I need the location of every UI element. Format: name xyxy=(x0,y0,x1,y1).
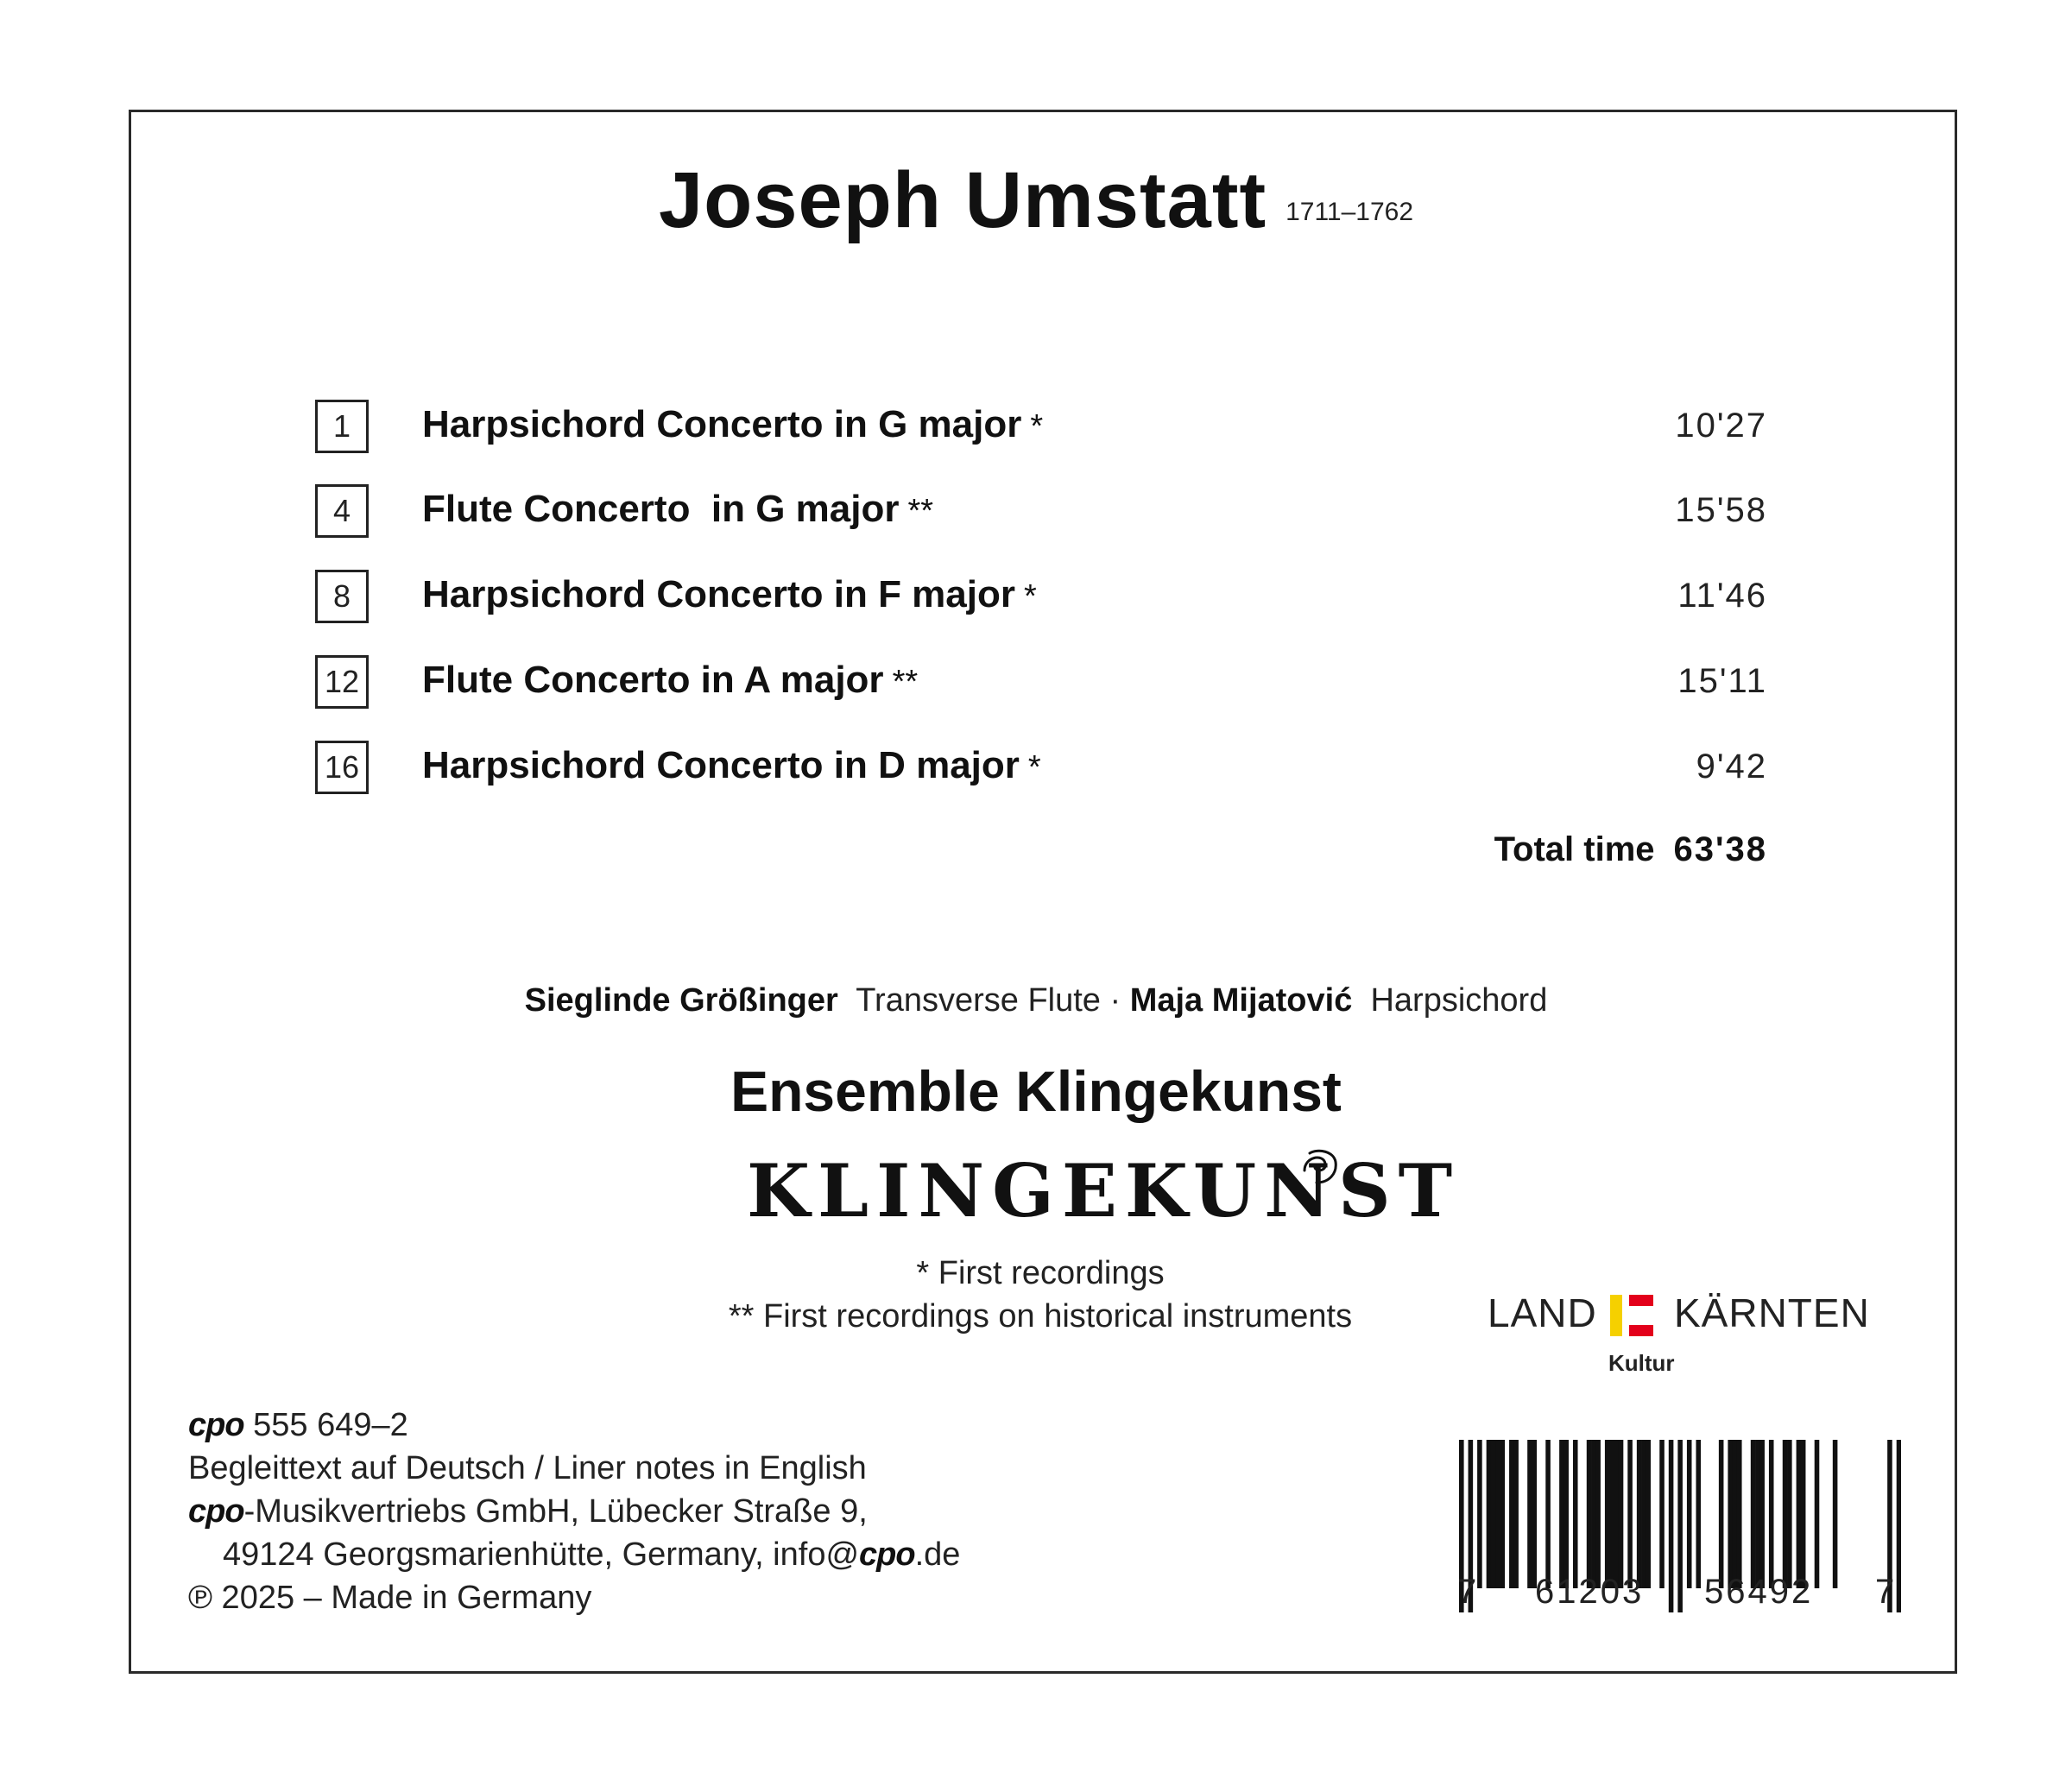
barcode-bar xyxy=(1769,1440,1774,1588)
label-info xyxy=(188,1404,960,1619)
track-duration: 10'27 xyxy=(1675,407,1767,445)
track-duration: 9'42 xyxy=(1696,748,1767,786)
barcode-bar xyxy=(1728,1440,1733,1588)
cpo-brand: cpo xyxy=(188,1407,244,1443)
barcode-bar xyxy=(1495,1440,1500,1588)
track-title: Harpsichord Concerto in F major * xyxy=(422,573,1037,615)
total-time-label: Total time xyxy=(1494,830,1655,868)
barcode-bar xyxy=(1637,1440,1642,1588)
barcode-check-digit: 7 xyxy=(1875,1573,1898,1611)
footnote-double-star: ** First recordings on historical instruments xyxy=(728,1298,1353,1334)
track-stars: ** xyxy=(892,664,919,700)
performer-harpsichord-name: Maja Mijatović xyxy=(1129,982,1353,1019)
footnote-single-star: * First recordings xyxy=(916,1255,1165,1291)
cpo-brand: cpo xyxy=(188,1493,244,1530)
barcode-bar xyxy=(1759,1440,1765,1588)
barcode-bar xyxy=(1500,1440,1506,1588)
track-stars: * xyxy=(1030,408,1044,445)
sponsor-region: KÄRNTEN xyxy=(1674,1290,1870,1335)
barcode-bar xyxy=(1797,1440,1802,1588)
track-title: Harpsichord Concerto in G major * xyxy=(422,403,1044,445)
barcode-bar xyxy=(1487,1440,1492,1588)
barcode-bar xyxy=(1587,1440,1592,1588)
ensemble-logo xyxy=(747,1148,1461,1234)
barcode-bar xyxy=(1509,1440,1514,1588)
logo-swirl-icon xyxy=(1299,1145,1342,1188)
barcode-bar xyxy=(1833,1440,1838,1588)
barcode-bar xyxy=(1787,1440,1792,1588)
company-line: cpo-Musikvertriebs GmbH, Lübecker Straße 9, xyxy=(188,1493,868,1530)
sponsor-land: LAND xyxy=(1488,1290,1597,1335)
barcode-bar xyxy=(1646,1440,1651,1588)
track-stars: ** xyxy=(907,493,934,529)
cpo-brand: cpo xyxy=(859,1536,915,1573)
barcode-bar xyxy=(1696,1440,1701,1588)
composer-name: Joseph Umstatt xyxy=(658,156,1267,244)
barcode-bar xyxy=(1669,1440,1674,1612)
barcode xyxy=(1459,1440,1901,1612)
barcode-bar xyxy=(1614,1440,1619,1588)
barcode-bar xyxy=(1733,1440,1738,1588)
track-number: 1 xyxy=(315,400,369,453)
track-stars: * xyxy=(1027,749,1041,786)
barcode-bar xyxy=(1563,1440,1569,1588)
total-time xyxy=(1494,830,1767,869)
track-row xyxy=(0,741,2072,796)
barcode-bar xyxy=(1687,1440,1692,1588)
track-number: 4 xyxy=(315,484,369,538)
track-row xyxy=(0,655,2072,710)
barcode-bar xyxy=(1591,1440,1596,1588)
composer-dates: 1711–1762 xyxy=(1286,198,1414,226)
track-stars: * xyxy=(1023,578,1037,615)
barcode-bar xyxy=(1477,1440,1482,1588)
track-row xyxy=(0,484,2072,539)
track-row xyxy=(0,570,2072,625)
barcode-right-group: 56492 xyxy=(1704,1573,1814,1611)
barcode-bar xyxy=(1801,1440,1806,1588)
track-title: Flute Concerto in A major ** xyxy=(422,659,919,701)
barcode-bar xyxy=(1573,1440,1578,1588)
barcode-bar xyxy=(1559,1440,1564,1588)
sponsor-sub: Kultur xyxy=(1608,1350,1675,1376)
performer-harpsichord-role: Harpsichord xyxy=(1370,982,1548,1019)
track-row xyxy=(0,400,2072,455)
barcode-bar xyxy=(1605,1440,1610,1588)
barcode-bar xyxy=(1545,1440,1551,1588)
track-title: Harpsichord Concerto in D major * xyxy=(422,744,1041,786)
track-duration: 11'46 xyxy=(1677,577,1767,615)
track-duration: 15'11 xyxy=(1677,662,1767,700)
ensemble-name: Ensemble Klingekunst xyxy=(730,1059,1342,1123)
ensemble-logo-text: KLINGEKUNST xyxy=(747,1148,1461,1234)
track-number: 16 xyxy=(315,741,369,794)
performer-flute-role: Transverse Flute xyxy=(856,982,1101,1019)
barcode-bar xyxy=(1527,1440,1532,1588)
barcode-bar xyxy=(1677,1440,1683,1612)
barcode-bar xyxy=(1619,1440,1624,1588)
composer-heading xyxy=(0,155,2072,246)
barcode-first-digit: 7 xyxy=(1457,1573,1480,1611)
liner-notes-line: Begleittext auf Deutsch / Liner notes in English xyxy=(188,1450,867,1486)
performers-line xyxy=(0,982,2072,1019)
carinthia-flag-icon xyxy=(1610,1295,1653,1336)
copyright-line: ℗ 2025 – Made in Germany xyxy=(188,1580,592,1616)
track-number: 8 xyxy=(315,570,369,623)
barcode-bar xyxy=(1659,1440,1665,1588)
address-line: 49124 Georgsmarienhütte, Germany, info@cpo.de xyxy=(223,1536,961,1573)
total-time-value: 63'38 xyxy=(1673,830,1767,868)
catalog-line xyxy=(188,1404,960,1447)
barcode-bar xyxy=(1815,1440,1820,1588)
performer-flute-name: Sieglinde Größinger xyxy=(524,982,838,1019)
barcode-bar xyxy=(1719,1440,1724,1588)
track-title: Flute Concerto in G major ** xyxy=(422,488,934,530)
barcode-bar xyxy=(1751,1440,1756,1588)
barcode-bar xyxy=(1627,1440,1633,1588)
track-number: 12 xyxy=(315,655,369,709)
barcode-bar xyxy=(1783,1440,1788,1588)
barcode-bar xyxy=(1755,1440,1760,1588)
barcode-bar xyxy=(1513,1440,1519,1588)
barcode-bar xyxy=(1641,1440,1646,1588)
barcode-bar xyxy=(1737,1440,1742,1588)
track-duration: 15'58 xyxy=(1675,491,1767,529)
barcode-bar xyxy=(1897,1440,1901,1612)
sponsor-logo xyxy=(1488,1290,1870,1393)
barcode-bar xyxy=(1609,1440,1614,1588)
performer-separator: · xyxy=(1109,982,1121,1019)
catalog-number: 555 649–2 xyxy=(253,1407,408,1443)
barcode-bar xyxy=(1491,1440,1496,1588)
barcode-left-group: 61203 xyxy=(1535,1573,1645,1611)
barcode-bar xyxy=(1532,1440,1537,1588)
barcode-bar xyxy=(1595,1440,1601,1588)
